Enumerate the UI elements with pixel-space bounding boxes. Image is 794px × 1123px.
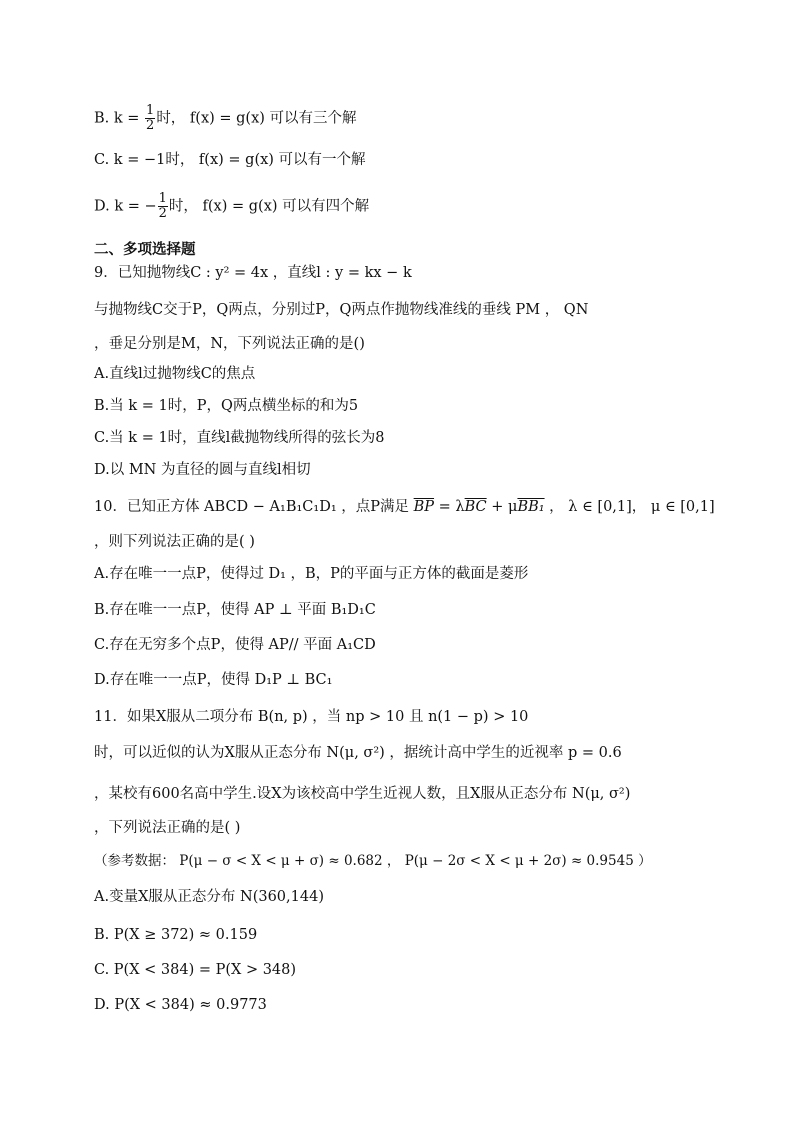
q11-stem-line2: 时，可以近似的认为X服从正态分布 N(μ, σ²) ，据统计高中学生的近视率 p = 0.6 [94,745,622,761]
q8-option-c: C. k = −1时， f(x) = g(x) 可以有一个解 [94,152,366,168]
q10-option-b: B.存在唯一一点P，使得 AP ⊥ 平面 B₁D₁C [94,602,376,618]
q11-option-b: B. P(X ≥ 372) ≈ 0.159 [94,927,258,943]
q10-stem-line2: ，则下列说法正确的是( ) [94,534,255,550]
q10-stem-text-d: ， λ ∈ [0,1]， μ ∈ [0,1] [544,499,715,515]
fraction-numerator: 1 [158,191,167,206]
q9-option-d: D.以 MN 为直径的圆与直线l相切 [94,462,311,478]
q11-option-c: C. P(X < 384) = P(X > 348) [94,962,297,978]
q8-option-d-fraction [158,192,168,221]
vector-bc: $\overline{BC}$ [464,499,487,515]
q10-stem-line1 [94,497,715,517]
q9-option-c: C.当 k = 1时，直线l截抛物线所得的弦长为8 [94,430,385,446]
q11-stem-line1: 11．如果X服从二项分布 B(n, p) ，当 np > 10 且 n(1 − p) > 10 [94,709,529,725]
q11-reference-data: （参考数据： P(μ − σ < X < μ + σ) ≈ 0.682 ， P(μ − 2σ < X < μ + 2σ) ≈ 0.9545 ） [94,853,652,869]
q11-stem-line3: ，某校有600名高中学生.设X为该校高中学生近视人数，且X服从正态分布 N(μ, σ²) [94,786,631,802]
fraction-numerator: 1 [146,103,155,118]
q8-option-b-fraction [145,104,155,133]
section-title: 二、多项选择题 [94,242,196,258]
q9-option-b: B.当 k = 1时，P，Q两点横坐标的和为5 [94,398,359,414]
q11-stem-line4: ，下列说法正确的是( ) [94,820,241,836]
q8-option-d-suffix: 时， f(x) = g(x) 可以有四个解 [168,198,370,215]
q8-option-b-suffix: 时， f(x) = g(x) 可以有三个解 [156,110,357,127]
q8-option-d-prefix: D. k = − [94,198,157,215]
q10-stem-text-b: = λ [434,499,465,515]
q11-option-d: D. P(X < 384) ≈ 0.9773 [94,997,267,1013]
q9-option-a: A.直线l过抛物线C的焦点 [94,366,256,382]
q9-stem-line2: 与抛物线C交于P，Q两点，分别过P，Q两点作抛物线准线的垂线 PM ， QN [94,302,589,318]
vector-bb1: BB₁ [517,499,545,515]
q10-stem-text-c: + μ [486,499,518,515]
q8-option-b-prefix: B. k = [94,110,145,127]
q8-option-d [94,192,369,221]
vector-bp: $\overline{BP}$ [413,499,435,515]
q8-option-b [94,104,357,133]
q10-stem-text-a: 10．已知正方体 ABCD − A₁B₁C₁D₁ ，点P满足 [94,499,414,515]
fraction-denominator: 2 [146,118,155,133]
q10-option-a: A.存在唯一一点P，使得过 D₁ ，B，P的平面与正方体的截面是菱形 [94,566,529,582]
q9-stem-line3: ，垂足分别是M，N，下列说法正确的是() [94,336,365,352]
q10-option-c: C.存在无穷多个点P，使得 AP// 平面 A₁CD [94,637,376,653]
q10-option-d: D.存在唯一一点P，使得 D₁P ⊥ BC₁ [94,672,333,688]
fraction-denominator: 2 [158,206,167,221]
q11-option-a: A.变量X服从正态分布 N(360,144) [94,889,324,905]
q9-stem-line1: 9．已知抛物线C : y² = 4x ，直线l : y = kx − k [94,265,412,281]
